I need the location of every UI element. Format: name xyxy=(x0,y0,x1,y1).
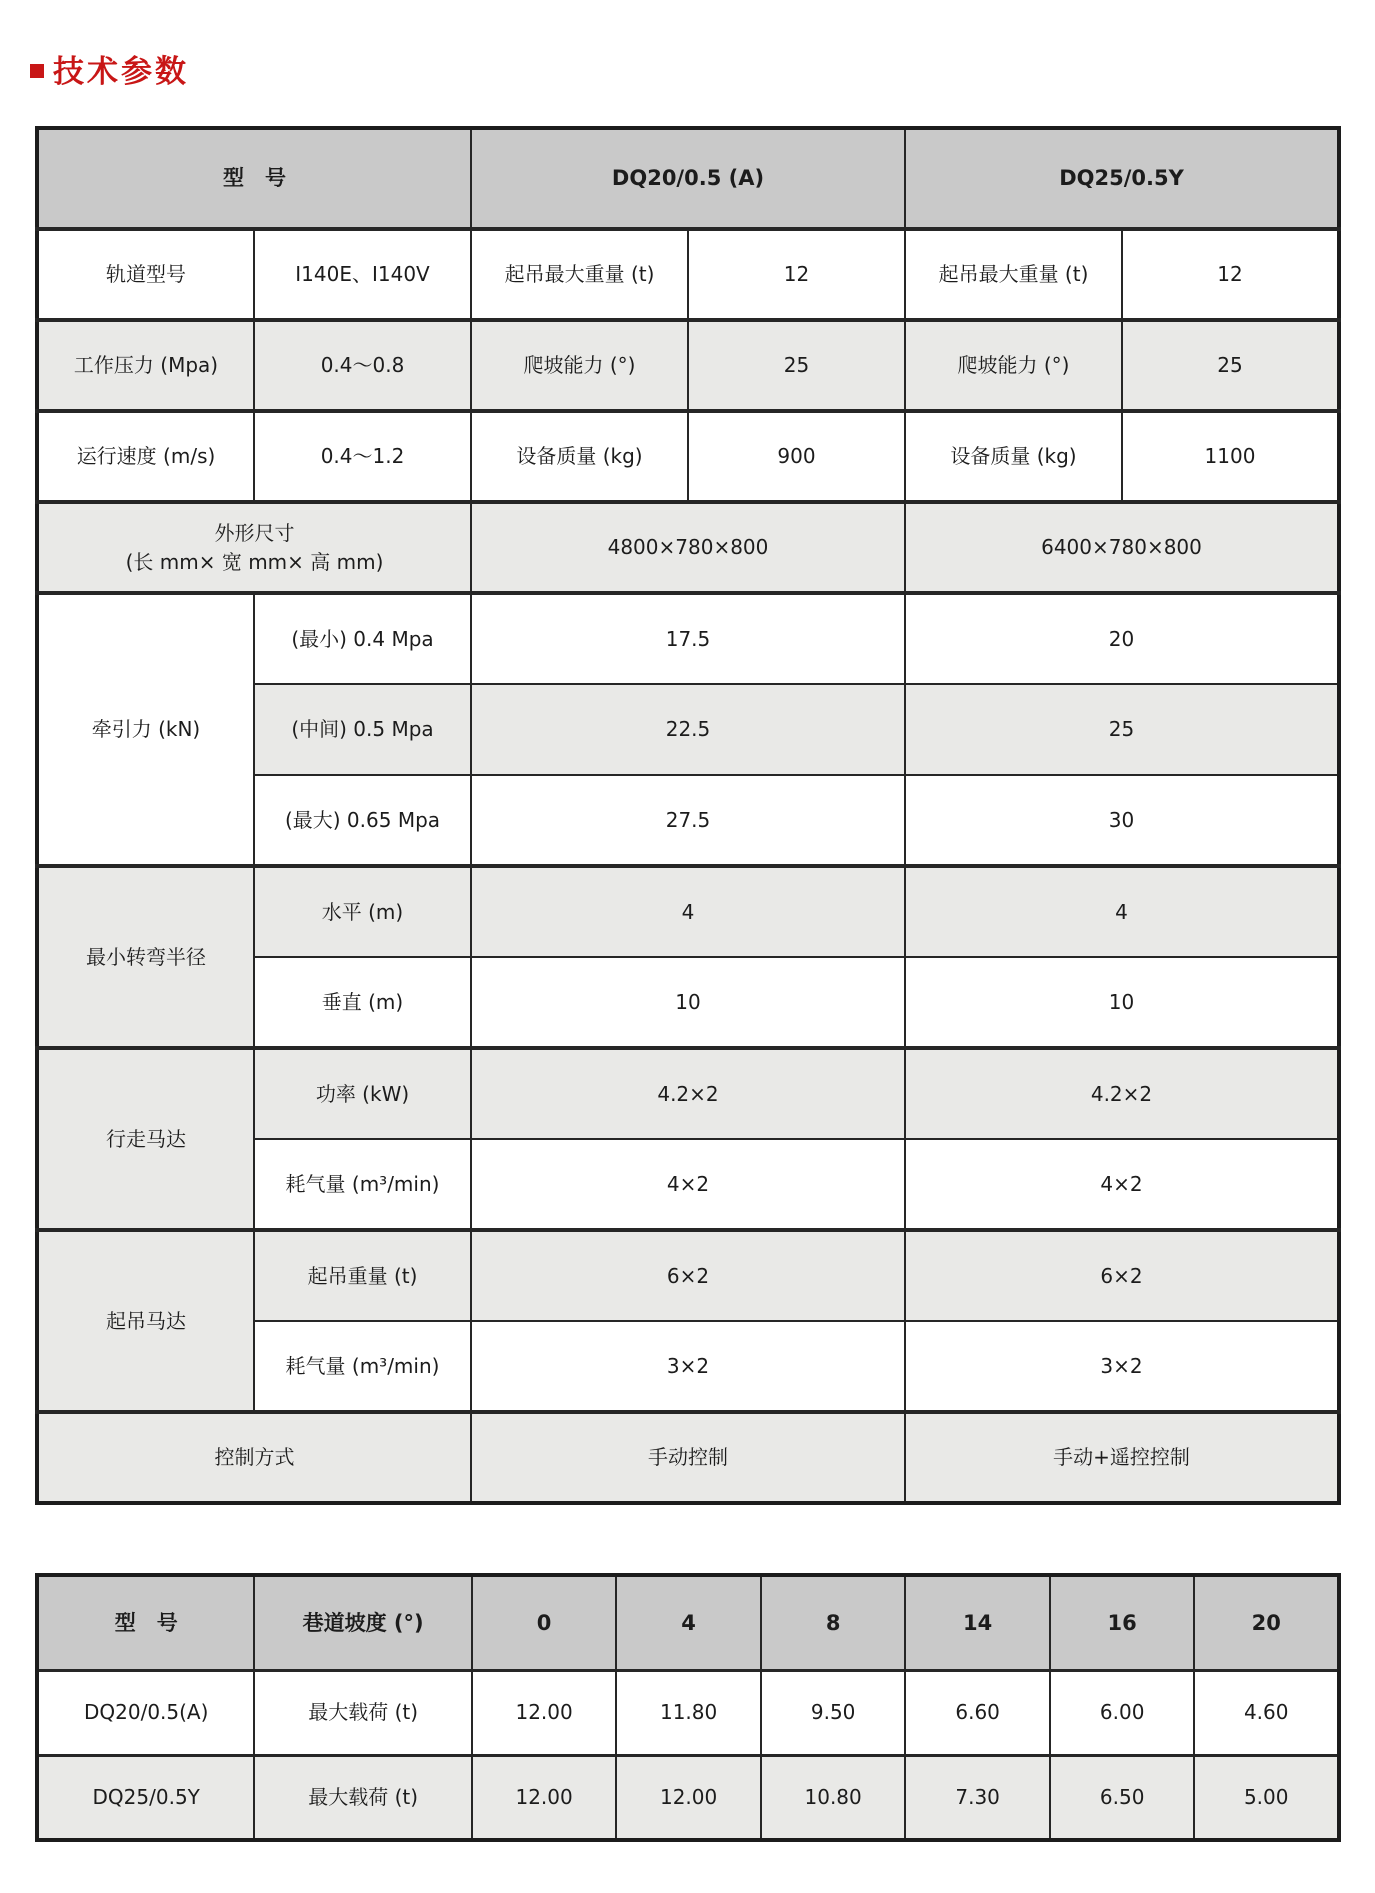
load-value-cell: 6.60 xyxy=(905,1670,1050,1755)
traction-group-label-cell: 牵引力 (kN) xyxy=(37,593,254,866)
dq20-value-cell: 17.5 xyxy=(471,593,905,684)
dq25-value-cell: 6400×780×800 xyxy=(905,502,1339,593)
dq25-value-cell: 4.2×2 xyxy=(905,1048,1339,1139)
dq20-value-cell: 6×2 xyxy=(471,1230,905,1321)
header-model-dq20: DQ20/0.5 (A) xyxy=(471,128,905,229)
row-label-cell: 起吊重量 (t) xyxy=(254,1230,471,1321)
table-row-turning-horizontal xyxy=(37,866,1339,957)
row-label-cell: (最小) 0.4 Mpa xyxy=(254,593,471,684)
table-row-control-mode xyxy=(37,1412,1339,1503)
slope-load-table xyxy=(35,1573,1341,1842)
dq20-value-cell: 4 xyxy=(471,866,905,957)
dq20-value-cell: 12 xyxy=(688,229,905,320)
page-title: 技术参数 xyxy=(53,54,189,90)
row-label-cell: 最大载荷 (t) xyxy=(254,1670,471,1755)
row-label-cell: 最大载荷 (t) xyxy=(254,1755,471,1840)
dq20-value-cell: 4.2×2 xyxy=(471,1048,905,1139)
table-row-track-type xyxy=(37,229,1339,320)
dq25-value-cell: 25 xyxy=(905,684,1339,775)
dq25-value-cell: 30 xyxy=(905,775,1339,866)
dq25-value-cell: 3×2 xyxy=(905,1321,1339,1412)
header-model-label: 型 号 xyxy=(37,128,471,229)
load-value-cell: 9.50 xyxy=(761,1670,906,1755)
load-value-cell: 4.60 xyxy=(1194,1670,1339,1755)
table-row-dq20-load xyxy=(37,1670,1339,1755)
dq20-value-cell: 22.5 xyxy=(471,684,905,775)
row-label-cell: (最大) 0.65 Mpa xyxy=(254,775,471,866)
load-value-cell: 6.50 xyxy=(1050,1755,1195,1840)
dq25-value-cell: 25 xyxy=(1122,320,1339,411)
load-value-cell: 12.00 xyxy=(472,1670,617,1755)
dq20-value-cell: 25 xyxy=(688,320,905,411)
row-label-cell: 轨道型号 xyxy=(37,229,254,320)
dq20-value-cell: 手动控制 xyxy=(471,1412,905,1503)
load-value-cell: 5.00 xyxy=(1194,1755,1339,1840)
travel-motor-group-label-cell: 行走马达 xyxy=(37,1048,254,1230)
row-value-cell: 0.4～1.2 xyxy=(254,411,471,502)
header-slope-8: 8 xyxy=(761,1575,906,1670)
header-slope-16: 16 xyxy=(1050,1575,1195,1670)
header-slope-label: 巷道坡度 (°) xyxy=(254,1575,471,1670)
header-slope-14: 14 xyxy=(905,1575,1050,1670)
dq20-label-cell: 爬坡能力 (°) xyxy=(471,320,688,411)
header-slope-4: 4 xyxy=(616,1575,761,1670)
row-value-cell: 0.4～0.8 xyxy=(254,320,471,411)
row-label-cell: (中间) 0.5 Mpa xyxy=(254,684,471,775)
dq25-value-cell: 4 xyxy=(905,866,1339,957)
dq25-value-cell: 1100 xyxy=(1122,411,1339,502)
row-label-cell: 工作压力 (Mpa) xyxy=(37,320,254,411)
technical-parameters-table xyxy=(35,126,1341,1505)
dq25-label-cell: 设备质量 (kg) xyxy=(905,411,1122,502)
red-square-bullet-icon xyxy=(30,64,44,78)
table-row-running-speed xyxy=(37,411,1339,502)
dq20-label-cell: 设备质量 (kg) xyxy=(471,411,688,502)
row-value-cell: I140E、I140V xyxy=(254,229,471,320)
load-value-cell: 6.00 xyxy=(1050,1670,1195,1755)
dq25-value-cell: 4×2 xyxy=(905,1139,1339,1230)
table-row-traction-min xyxy=(37,593,1339,684)
table-row-working-pressure xyxy=(37,320,1339,411)
dq20-value-cell: 27.5 xyxy=(471,775,905,866)
row-label-cell: 耗气量 (m³/min) xyxy=(254,1321,471,1412)
row-label-cell: 运行速度 (m/s) xyxy=(37,411,254,502)
dq20-label-cell: 起吊最大重量 (t) xyxy=(471,229,688,320)
dq20-value-cell: 4×2 xyxy=(471,1139,905,1230)
row-label-cell: 耗气量 (m³/min) xyxy=(254,1139,471,1230)
dq25-label-cell: 爬坡能力 (°) xyxy=(905,320,1122,411)
dq25-value-cell: 手动+遥控控制 xyxy=(905,1412,1339,1503)
load-value-cell: 11.80 xyxy=(616,1670,761,1755)
header-slope-20: 20 xyxy=(1194,1575,1339,1670)
turning-group-label-cell: 最小转弯半径 xyxy=(37,866,254,1048)
section-title xyxy=(30,46,189,91)
model-cell: DQ25/0.5Y xyxy=(37,1755,254,1840)
row-label-cell: 控制方式 xyxy=(37,1412,471,1503)
dq20-value-cell: 4800×780×800 xyxy=(471,502,905,593)
load-value-cell: 10.80 xyxy=(761,1755,906,1840)
row-label-cell xyxy=(37,502,471,593)
dq25-value-cell: 20 xyxy=(905,593,1339,684)
row-label-cell: 水平 (m) xyxy=(254,866,471,957)
row-label-cell: 垂直 (m) xyxy=(254,957,471,1048)
load-value-cell: 12.00 xyxy=(472,1755,617,1840)
header-slope-0: 0 xyxy=(472,1575,617,1670)
table-row-outline-dimensions xyxy=(37,502,1339,593)
load-value-cell: 12.00 xyxy=(616,1755,761,1840)
dq25-value-cell: 6×2 xyxy=(905,1230,1339,1321)
dq20-value-cell: 900 xyxy=(688,411,905,502)
header-model-label: 型 号 xyxy=(37,1575,254,1670)
table-row-dq25-load xyxy=(37,1755,1339,1840)
row-label-cell: 功率 (kW) xyxy=(254,1048,471,1139)
table-header-row xyxy=(37,1575,1339,1670)
hoist-motor-group-label-cell: 起吊马达 xyxy=(37,1230,254,1412)
load-value-cell: 7.30 xyxy=(905,1755,1050,1840)
dimensions-label-line1: 外形尺寸 xyxy=(214,520,295,545)
table-row-travel-motor-power xyxy=(37,1048,1339,1139)
table-row-hoist-motor-weight xyxy=(37,1230,1339,1321)
header-model-dq25: DQ25/0.5Y xyxy=(905,128,1339,229)
table-header-row xyxy=(37,128,1339,229)
dimensions-label-line2: (长 mm× 宽 mm× 高 mm) xyxy=(125,549,384,574)
dq20-value-cell: 10 xyxy=(471,957,905,1048)
dq25-value-cell: 10 xyxy=(905,957,1339,1048)
dq20-value-cell: 3×2 xyxy=(471,1321,905,1412)
model-cell: DQ20/0.5(A) xyxy=(37,1670,254,1755)
dq25-value-cell: 12 xyxy=(1122,229,1339,320)
dq25-label-cell: 起吊最大重量 (t) xyxy=(905,229,1122,320)
